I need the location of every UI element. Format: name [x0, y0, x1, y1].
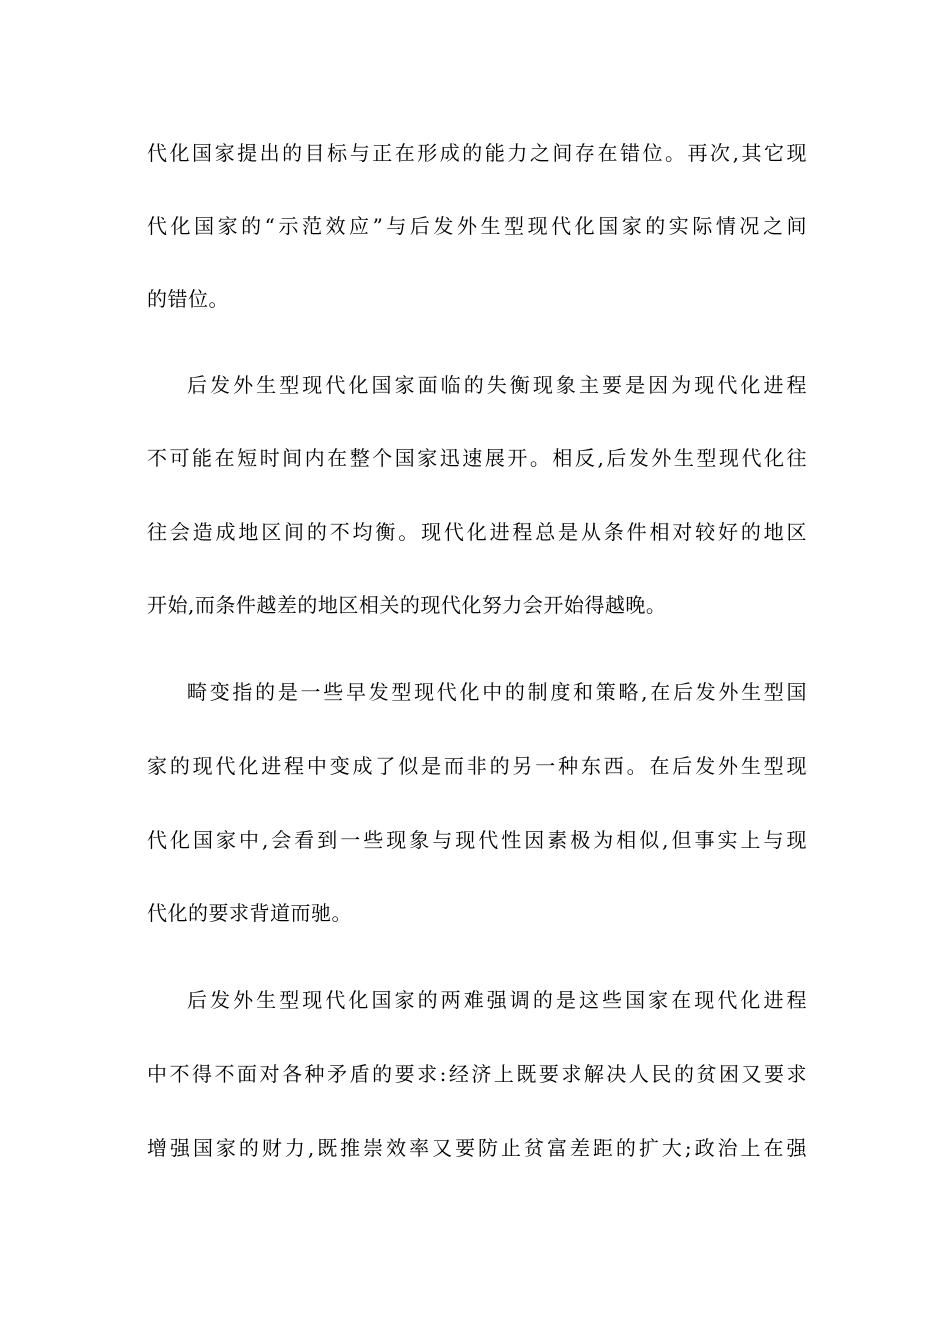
paragraph-3-line-1: 畸变指的是一些早发型现代化中的制度和策略,在后发外生型国: [187, 680, 807, 704]
paragraph-3-line-3: 代化国家中,会看到一些现象与现代性因素极为相似,但事实上与现: [147, 828, 807, 852]
paragraph-3-line-4: 代化的要求背道而驰。: [147, 901, 352, 925]
paragraph-2-line-4: 开始,而条件越差的地区相关的现代化努力会开始得越晚。: [147, 593, 667, 617]
paragraph-4-line-3: 增强国家的财力,既推崇效率又要防止贫富差距的扩大;政治上在强: [147, 1136, 807, 1160]
paragraph-2-line-1: 后发外生型现代化国家面临的失衡现象主要是因为现代化进程: [187, 373, 807, 397]
paragraph-1-line-1: 代化国家提出的目标与正在形成的能力之间存在错位。再次,其它现: [147, 141, 807, 165]
paragraph-2-line-2: 不可能在短时间内在整个国家迅速展开。相反,后发外生型现代化往: [147, 446, 807, 470]
paragraph-3-line-2: 家的现代化进程中变成了似是而非的另一种东西。在后发外生型现: [147, 754, 807, 778]
paragraph-4-line-1: 后发外生型现代化国家的两难强调的是这些国家在现代化进程: [187, 988, 807, 1012]
paragraph-1-line-3: 的错位。: [147, 287, 229, 311]
paragraph-1-line-2: 代化国家的“示范效应”与后发外生型现代化国家的实际情况之间: [147, 214, 807, 238]
paragraph-4-line-2: 中不得不面对各种矛盾的要求:经济上既要求解决人民的贫困又要求: [147, 1062, 807, 1086]
paragraph-2-line-3: 往会造成地区间的不均衡。现代化进程总是从条件相对较好的地区: [147, 520, 807, 544]
